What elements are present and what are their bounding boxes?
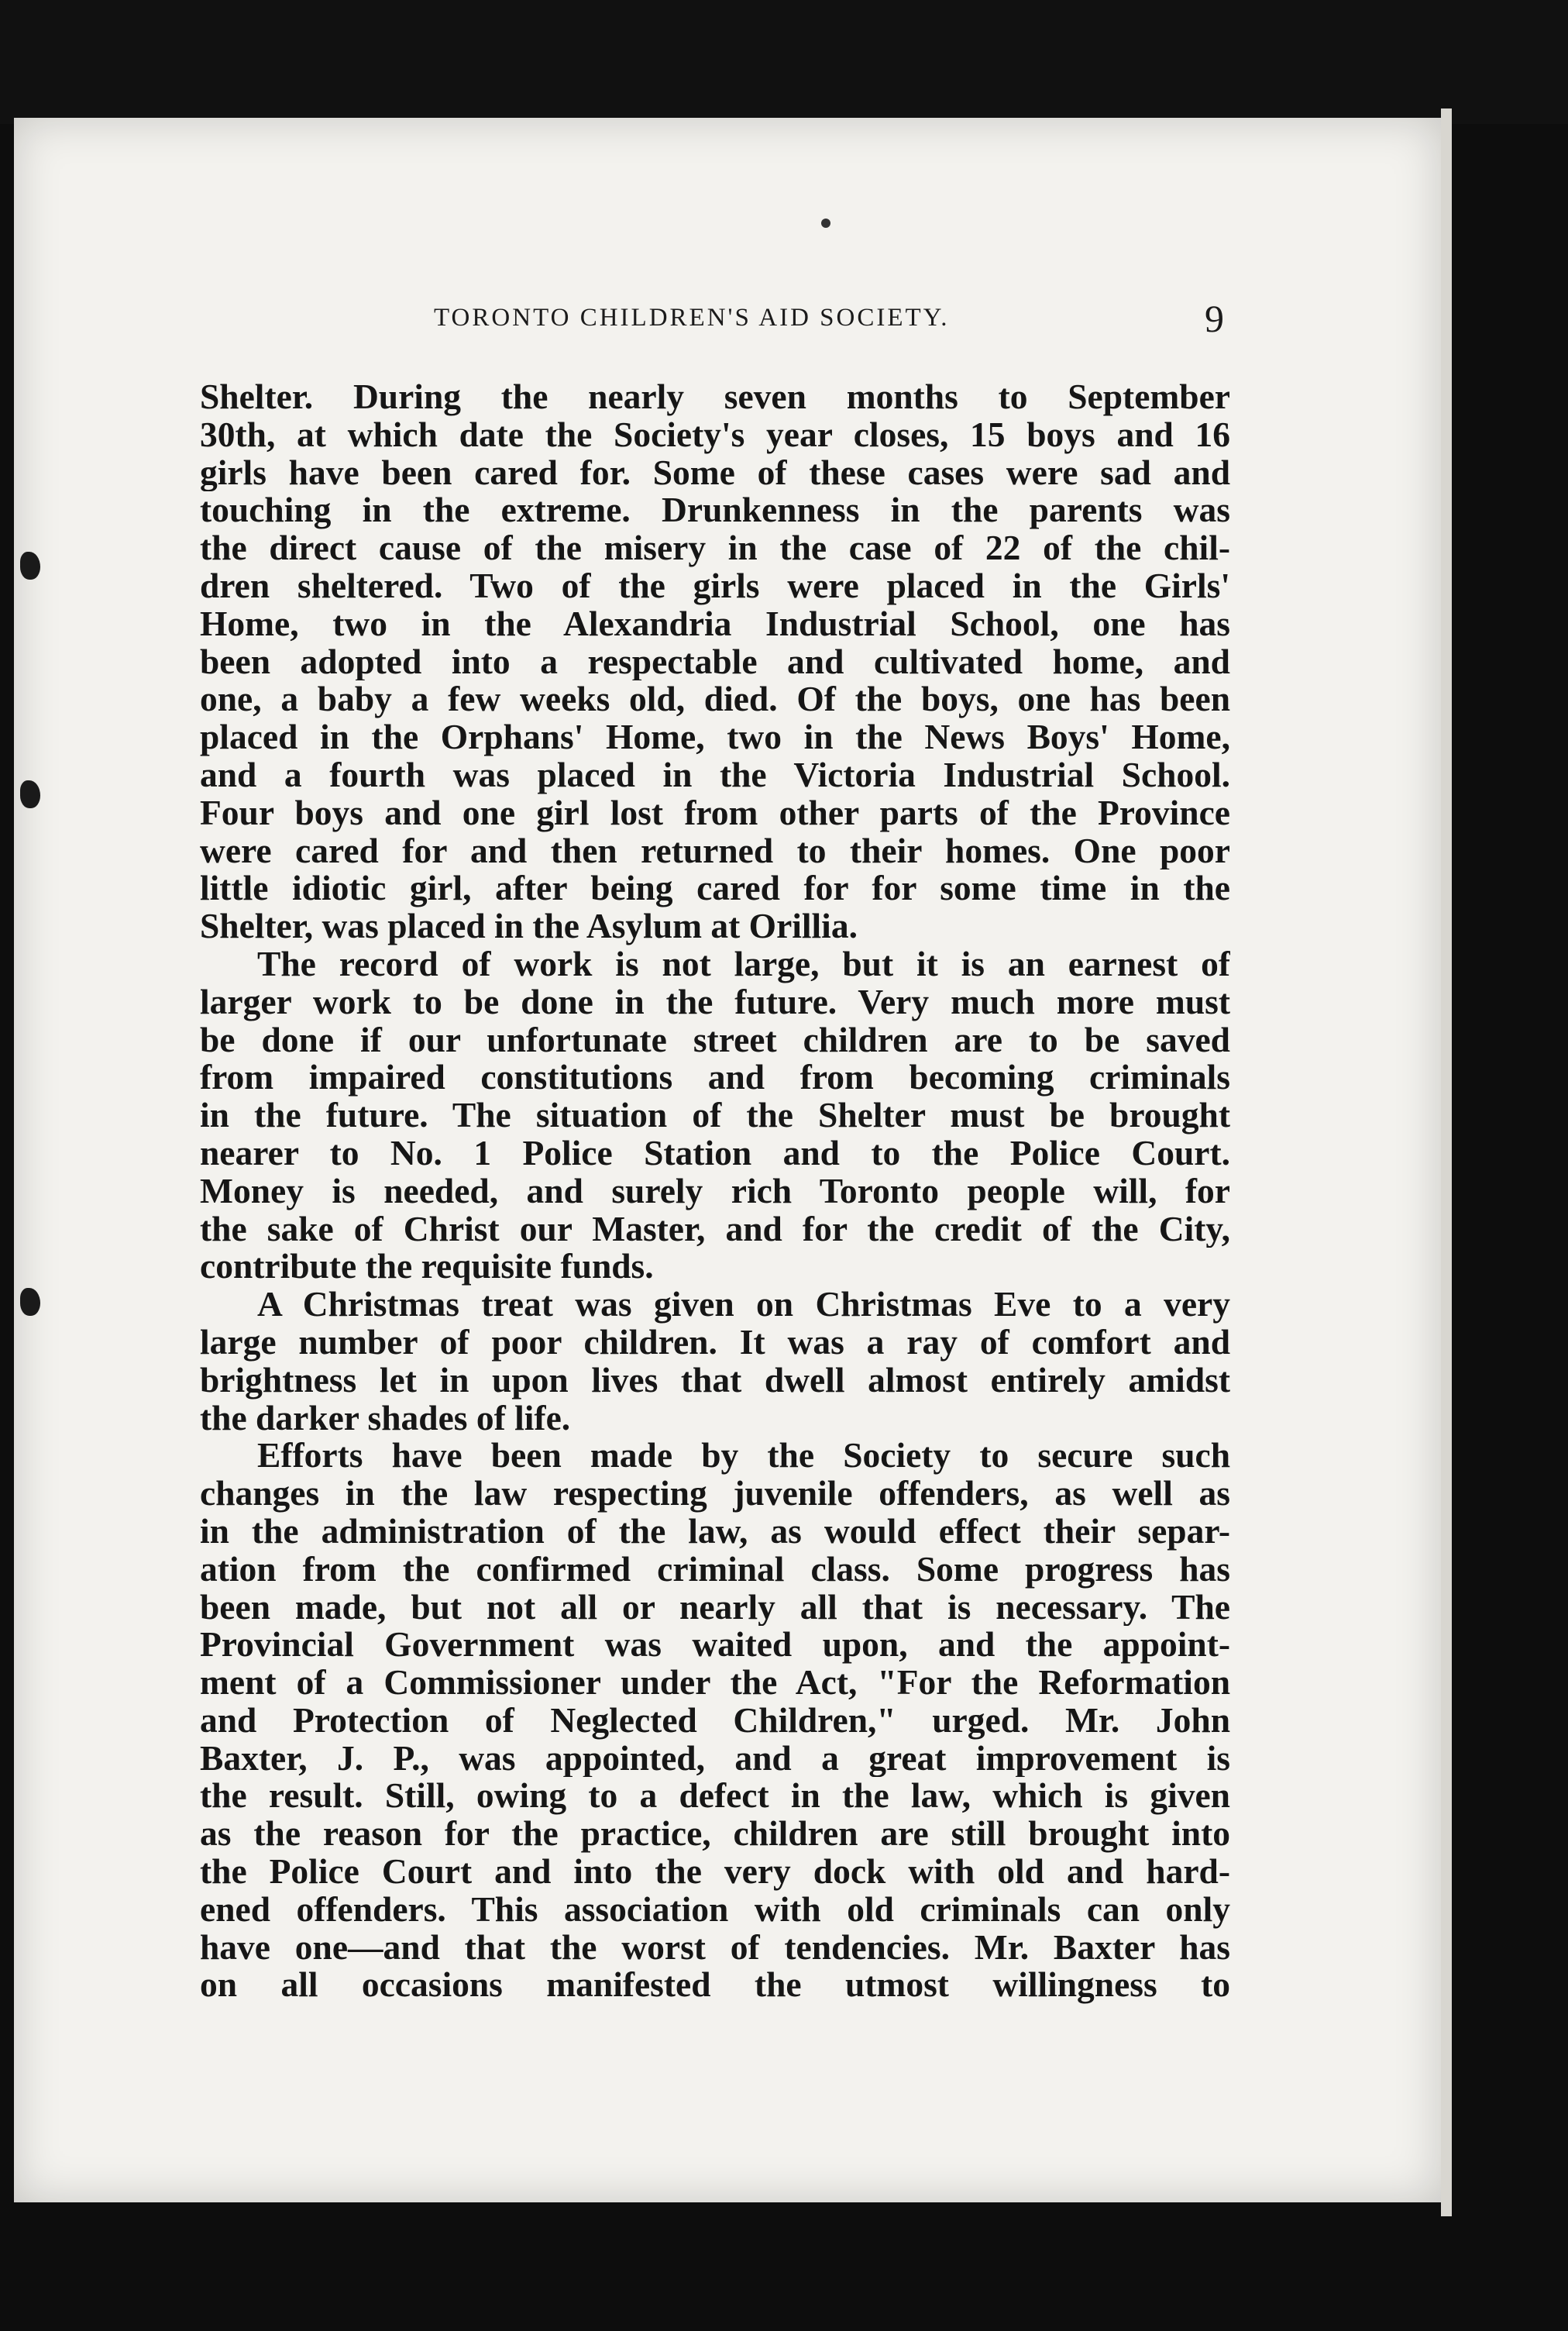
text-line: the Police Court and into the very dock with old and hard- [200, 1853, 1230, 1891]
text-line: Efforts have been made by the Society to secure such [257, 1437, 1230, 1475]
page-number: 9 [1205, 297, 1224, 340]
text-line: large number of poor children. It was a ray of comfort and [200, 1323, 1230, 1362]
text-line: touching in the extreme. Drunkenness in the parents was [200, 491, 1230, 530]
text-line: Baxter, J. P., was appointed, and a great improvement is [200, 1739, 1230, 1778]
text-line: the darker shades of life. [200, 1399, 571, 1438]
text-line: been made, but not all or nearly all that is necessary. The [200, 1588, 1230, 1627]
text-line: changes in the law respecting juvenile offenders, as well as [200, 1475, 1230, 1513]
text-line: The record of work is not large, but it is an earnest of [257, 945, 1230, 983]
binding-thread-mark [20, 552, 40, 580]
text-line: were cared for and then returned to their homes. One poor [200, 832, 1230, 870]
text-line: dren sheltered. Two of the girls were placed in the Girls' [200, 566, 1230, 605]
text-line: from impaired constitutions and from becoming criminals [200, 1059, 1230, 1097]
text-line: have one—and that the worst of tendencies. Mr. Baxter has [200, 1928, 1230, 1967]
text-line: in the future. The situation of the Shelter must be brought [200, 1097, 1230, 1135]
running-head: TORONTO CHILDREN'S AID SOCIETY. [434, 304, 950, 332]
scan-background [0, 0, 1568, 124]
text-line: brightness let in upon lives that dwell almost entirely amidst [200, 1361, 1230, 1400]
text-line: girls have been cared for. Some of these cases were sad and [200, 453, 1230, 492]
text-line: in the administration of the law, as would effect their separ- [200, 1512, 1230, 1551]
text-line: Shelter. During the nearly seven months to September [200, 378, 1230, 416]
text-line: been adopted into a respectable and cultivated home, and [200, 642, 1230, 681]
text-line: 30th, at which date the Society's year closes, 15 boys and 16 [200, 415, 1230, 454]
text-line: Money is needed, and surely rich Toronto people will, for [200, 1172, 1230, 1210]
text-line: contribute the requisite funds. [200, 1248, 654, 1286]
text-line: A Christmas treat was given on Christmas Eve to a very [257, 1286, 1230, 1324]
text-line: be done if our unfortunate street children are to be saved [200, 1021, 1230, 1059]
binding-thread-mark [20, 780, 40, 808]
text-line: one, a baby a few weeks old, died. Of the boys, one has been [200, 680, 1230, 719]
page-header [201, 297, 1224, 350]
text-line: and Protection of Neglected Children," urged. Mr. John [200, 1701, 1230, 1740]
text-line: Home, two in the Alexandria Industrial School, one has [200, 604, 1230, 643]
text-line: Four boys and one girl lost from other parts of the Province [200, 794, 1230, 832]
text-line: nearer to No. 1 Police Station and to the Police Court. [200, 1134, 1230, 1172]
text-line: and a fourth was placed in the Victoria Industrial School. [200, 756, 1230, 794]
text-line: ation from the confirmed criminal class. Some progress has [200, 1550, 1230, 1589]
text-line: Provincial Government was waited upon, and the appoint- [200, 1626, 1230, 1665]
text-line: as the reason for the practice, children are still brought into [200, 1815, 1230, 1854]
text-line: ment of a Commissioner under the Act, "For the Reformation [200, 1664, 1230, 1702]
ink-speck [821, 219, 830, 228]
text-line: placed in the Orphans' Home, two in the News Boys' Home, [200, 718, 1230, 756]
text-line: larger work to be done in the future. Very much more must [200, 983, 1230, 1021]
text-line: the result. Still, owing to a defect in the law, which is given [200, 1777, 1230, 1816]
text-line: little idiotic girl, after being cared for for some time in the [200, 869, 1230, 908]
text-line: the sake of Christ our Master, and for the credit of the City, [200, 1210, 1230, 1248]
text-line: Shelter, was placed in the Asylum at Orillia. [200, 907, 858, 945]
page-edge [1441, 108, 1452, 2216]
text-line: ened offenders. This association with old criminals can only [200, 1890, 1230, 1929]
text-line: on all occasions manifested the utmost willingness to [200, 1966, 1230, 2005]
body-text [200, 378, 1230, 2004]
text-line: the direct cause of the misery in the case of 22 of the chil- [200, 529, 1230, 567]
binding-thread-mark [20, 1288, 40, 1316]
